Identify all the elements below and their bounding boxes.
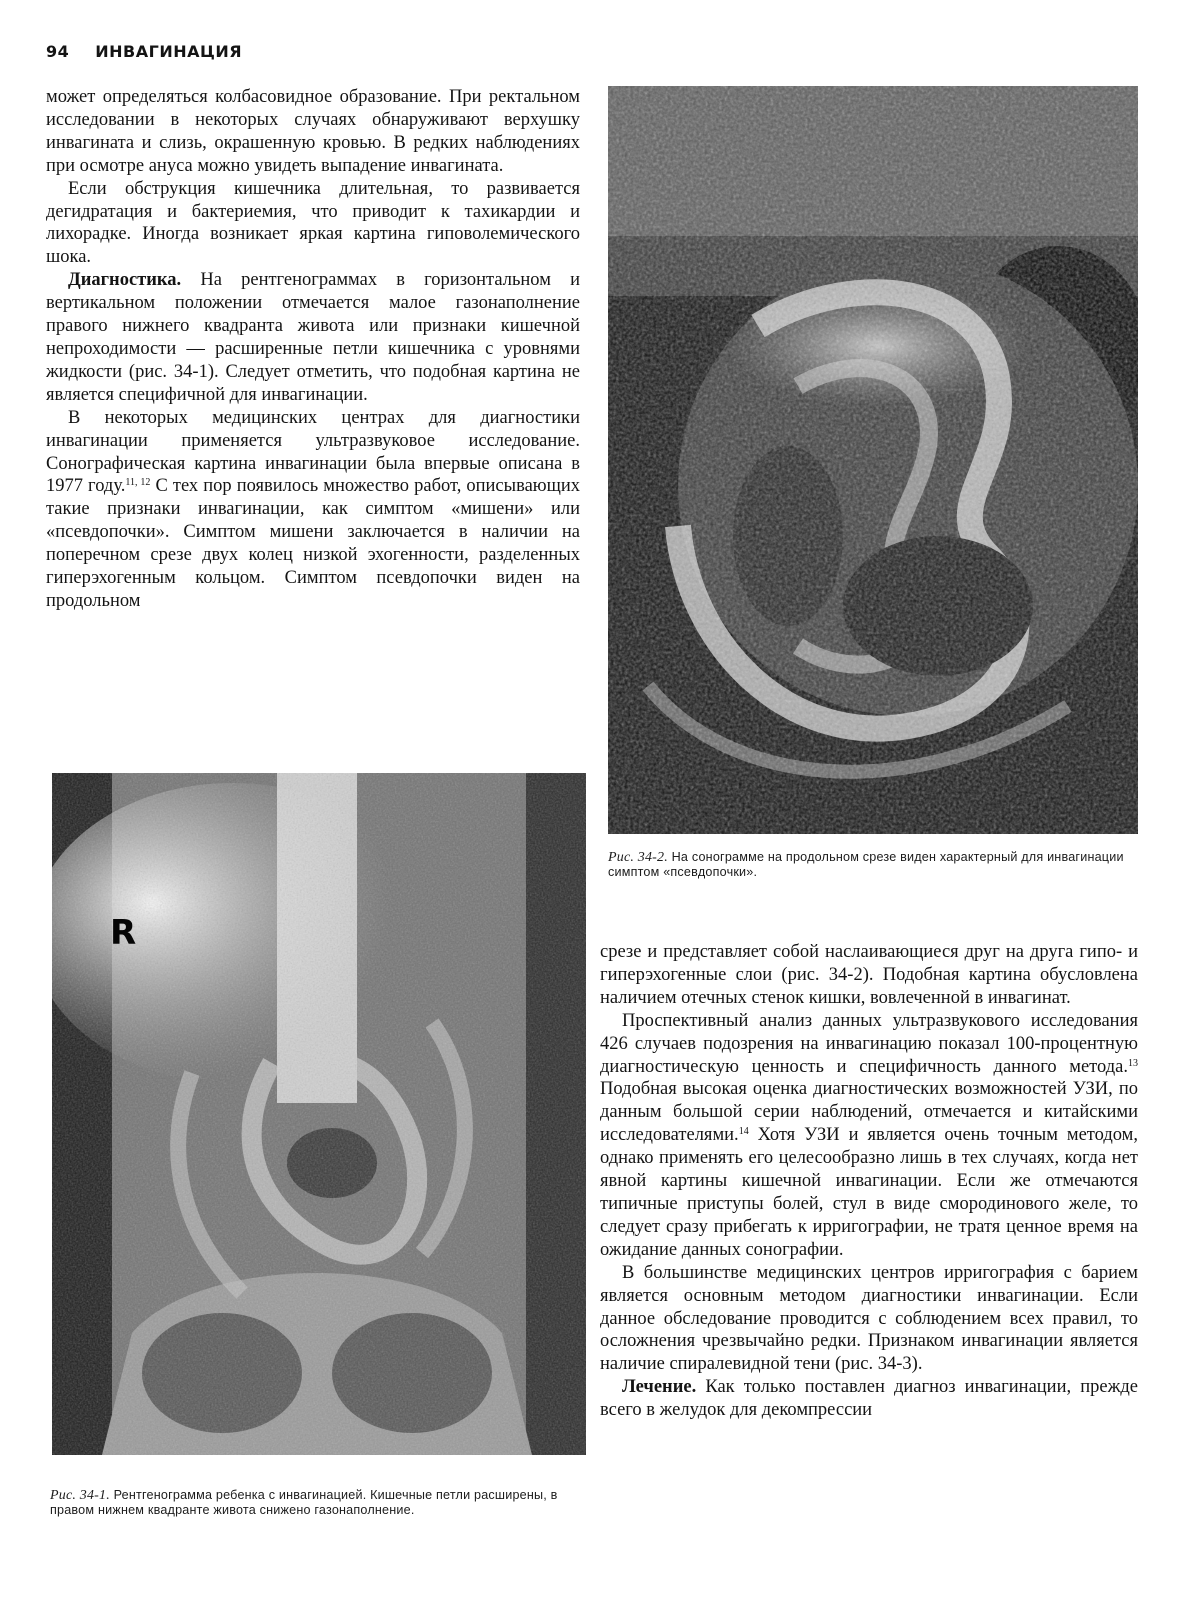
paragraph-text: Подобная высокая оценка диагностических возможностей УЗИ, по данным большой серии наблюдений, отмечается и китайскими исследователями.: [600, 1079, 1138, 1146]
xray-image: [52, 773, 586, 1455]
paragraph: может определяться колбасовидное образование. При ректальном исследовании в некоторых случаях обнаруживают верхушку инвагината и слизь, окрашенную кровью. В редких наблюдениях при осмотре ануса можно увидеть выпадение инвагината.: [46, 87, 580, 176]
paragraph-text: Как только поставлен диагноз инвагинации, прежде всего в желудок для декомпрессии: [600, 1377, 1138, 1421]
figure-caption-xray: [50, 1488, 586, 1518]
reference-mark: 14: [738, 1126, 749, 1138]
xray-drawing: [52, 773, 586, 1455]
paragraph: [46, 407, 580, 613]
paragraph: [600, 1010, 1138, 1262]
side-marker: R: [110, 913, 137, 953]
paragraph: Если обструкция кишечника длительная, то развивается дегидратация и бактериемия, что приводит к тахикардии и лихорадке. Иногда возникает яркая картина гиповолемического шока.: [46, 178, 580, 268]
reference-mark: 11, 12: [125, 477, 151, 489]
paragraph-text: С тех пор появилось множество работ, описывающих такие признаки инвагинации, как симптом «мишени» или «псевдопочки». Симптом мишени заключается в наличии на поперечном срезе двух колец низкой эхогенности, разделенных гиперэхогенным кольцом. Симптом псевдопочки виден на продольном: [46, 476, 580, 611]
paragraph-text: В некоторых медицинских центрах для диагностики инвагинации применяется ультразвуковое исследование. Сонографическая картина инвагинации была впервые описана в 1977 году.: [46, 407, 580, 497]
paragraph-text: Хотя УЗИ и является очень точным методом, однако применять его целесообразно лишь в тех случаях, когда нет явной картины кишечной инвагинации. Если же отмечаются типичные приступы болей, стул в виде смородинового желе, то следует сразу прибегать к ирригографии, не тратя ценное время на ожидание данных сонографии.: [600, 1125, 1138, 1260]
reference-mark: 13: [1128, 1057, 1138, 1069]
left-text-column: [46, 86, 580, 613]
paragraph: В большинстве медицинских центров ирригография с барием является основным методом диагностики инвагинации. Если данное обследование проводится с соблюдением всех правил, то осложнения чрезвычайно редки. Признаком инвагинации является наличие спиралевидной тени (рис. 34-3).: [600, 1262, 1138, 1375]
caption-text: На сонограмме на продольном срезе виден характерный для инвагинации симптом «псевдопочки».: [608, 850, 1124, 879]
right-text-column: [600, 941, 1138, 1422]
sonogram-image: [608, 86, 1138, 834]
figure-caption-sonogram: [608, 850, 1138, 880]
section-heading: Лечение.: [622, 1377, 697, 1398]
sonogram-drawing: [608, 86, 1138, 834]
running-title: ИНВАГИНАЦИЯ: [95, 42, 243, 61]
paragraph-text: Проспективный анализ данных ультразвукового исследования 426 случаев подозрения на инвагинацию показал 100-процентную диагностическую ценность и специфичность данного метода.: [600, 1010, 1138, 1077]
paragraph-text: На рентгенограммах в горизонтальном и вертикальном положении отмечается малое газонаполнение правого нижнего квадранта живота или признаки кишечной непроходимости — расширенные петли кишечника с уровнями жидкости (рис. 34-1). Следует отметить, что подобная картина не является специфичной для инвагинации.: [46, 270, 580, 405]
caption-text: Рентгенограмма ребенка с инвагинацией. Кишечные петли расширены, в правом нижнем квадранте живота снижено газонаполнение.: [50, 1488, 558, 1517]
section-heading: Диагностика.: [68, 270, 182, 291]
paragraph-diagnostics: [46, 269, 580, 406]
figure-label: Рис. 34-1.: [50, 1488, 110, 1503]
page-number: 94: [46, 42, 70, 61]
figure-label: Рис. 34-2.: [608, 850, 668, 865]
paragraph-treatment: [600, 1376, 1138, 1422]
page-header: [46, 42, 242, 61]
paragraph: срезе и представляет собой наслаивающиеся друг на друга гипо- и гиперэхогенные слои (рис. 34-2). Подобная картина обусловлена наличием отечных стенок кишки, вовлеченной в инвагинат.: [600, 942, 1138, 1008]
